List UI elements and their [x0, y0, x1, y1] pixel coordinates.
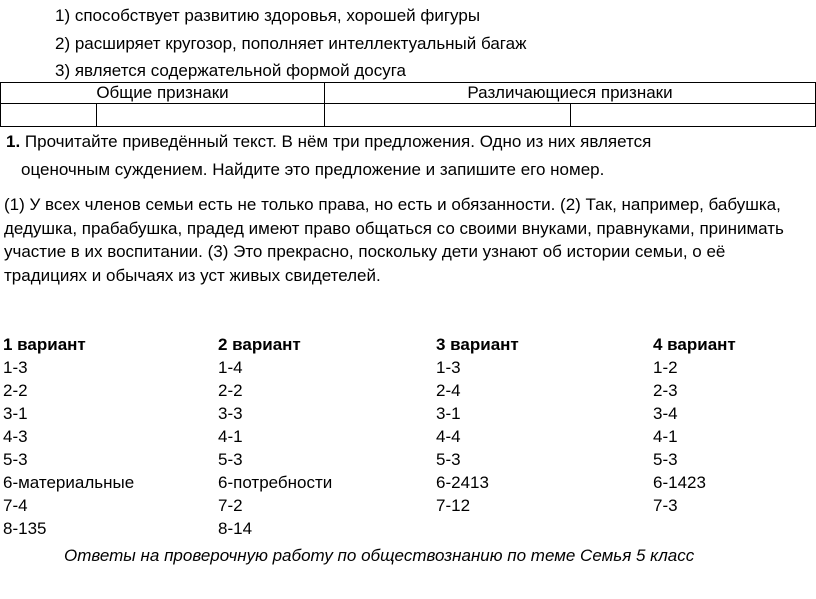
list-item-2: 2) расширяет кругозор, пополняет интеллектуальный багаж — [55, 34, 527, 53]
task-text: Прочитайте приведённый текст. В нём три предложения. Одно из них является — [20, 132, 652, 151]
answer-item: 6-материальные — [3, 473, 135, 492]
table-cell — [325, 104, 571, 127]
table-header-common: Общие признаки — [1, 83, 325, 104]
answer-item: 8-14 — [218, 519, 253, 538]
answer-item: 4-4 — [436, 427, 461, 446]
passage-text: (1) У всех членов семьи есть не только права, но есть и обязанности. (2) Так, например, бабушка, дедушка, прабабушка, прадед имеют право общаться со своими внуками, правнуками, принимать участие в их воспитании. (3) Это прекрасно, поскольку дети узнают об истории семьи, о её традициях и обычаях из уст живых свидетелей. — [4, 195, 784, 285]
answer-item: 2-2 — [3, 381, 28, 400]
task-number: 1. — [6, 132, 21, 151]
answer-item: 5-3 — [653, 450, 678, 469]
answer-item: 2-4 — [436, 381, 461, 400]
answer-item: 5-3 — [3, 450, 28, 469]
answer-item: 6-потребности — [218, 473, 333, 492]
answer-item: 1-3 — [3, 358, 28, 377]
table-cell — [571, 104, 816, 127]
variant-title: 4 вариант — [653, 335, 736, 354]
answer-column-3 — [436, 334, 519, 517]
answer-item: 6-2413 — [436, 473, 489, 492]
answer-item: 7-2 — [218, 496, 243, 515]
table-cell — [97, 104, 325, 127]
answer-item: 7-3 — [653, 496, 678, 515]
table-header-different: Различающиеся признаки — [325, 83, 816, 104]
answer-item: 5-3 — [218, 450, 243, 469]
answer-item: 2-2 — [218, 381, 243, 400]
table-cell — [1, 104, 97, 127]
task-heading — [6, 132, 651, 152]
answer-column-2 — [218, 334, 332, 540]
answer-item: 1-3 — [436, 358, 461, 377]
answer-item: 2-3 — [653, 381, 678, 400]
answer-item: 8-135 — [3, 519, 47, 538]
answer-item: 3-4 — [653, 404, 678, 423]
answer-item: 3-1 — [436, 404, 461, 423]
answer-item: 7-4 — [3, 496, 28, 515]
answer-item: 1-4 — [218, 358, 243, 377]
variant-title: 3 вариант — [436, 335, 519, 354]
task-text-continued: оценочным суждением. Найдите это предложение и запишите его номер. — [21, 160, 605, 179]
answer-column-1 — [3, 334, 134, 540]
answer-item: 6-1423 — [653, 473, 706, 492]
list-item-1: 1) способствует развитию здоровья, хорошей фигуры — [55, 6, 481, 25]
answer-item: 4-3 — [3, 427, 28, 446]
footer-caption: Ответы на проверочную работу по обществознанию по теме Семья 5 класс — [64, 546, 695, 565]
variant-title: 2 вариант — [218, 335, 301, 354]
answer-item: 1-2 — [653, 358, 678, 377]
comparison-table — [0, 82, 816, 127]
answer-item: 4-1 — [653, 427, 678, 446]
list-item-3: 3) является содержательной формой досуга — [55, 61, 407, 80]
answer-item: 3-3 — [218, 404, 243, 423]
answer-item: 5-3 — [436, 450, 461, 469]
variant-title: 1 вариант — [3, 335, 86, 354]
answer-column-4 — [653, 334, 736, 517]
answer-item: 3-1 — [3, 404, 28, 423]
answer-item: 4-1 — [218, 427, 243, 446]
answer-item: 7-12 — [436, 496, 471, 515]
